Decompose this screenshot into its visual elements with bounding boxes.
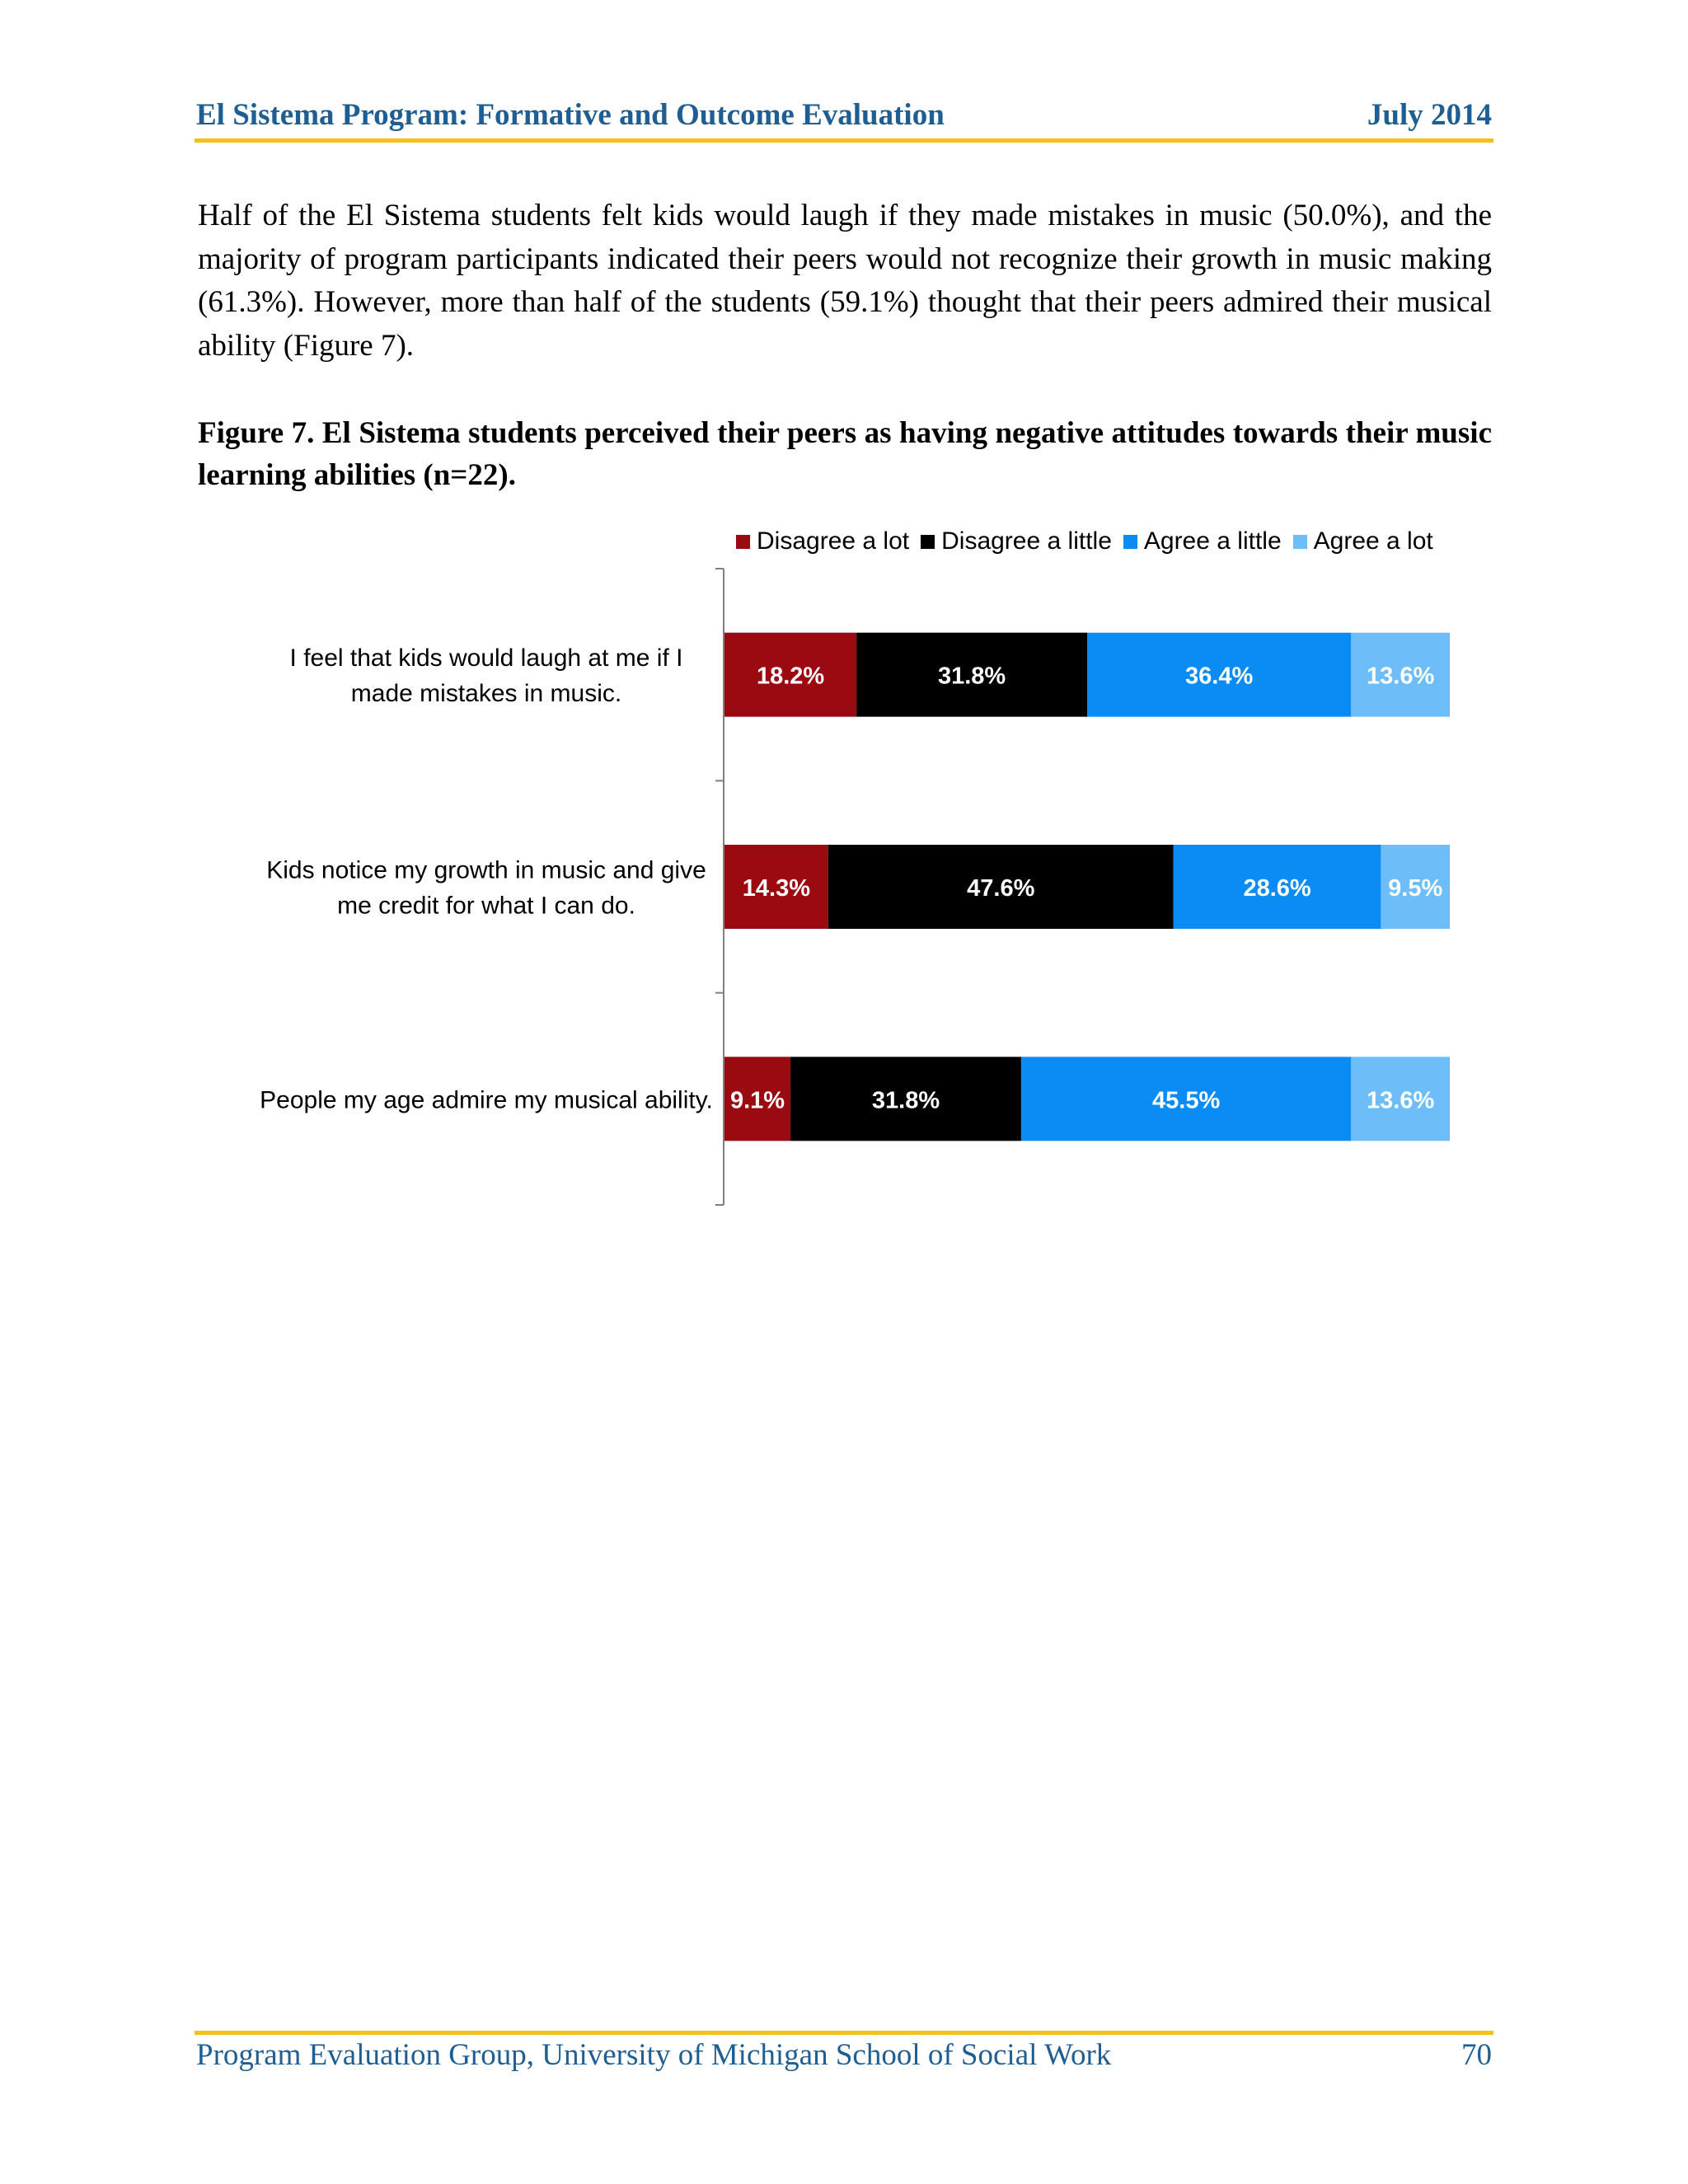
data-label: 9.1% xyxy=(729,1087,785,1114)
figure-caption: Figure 7. El Sistema students perceived their peers as having negative attitudes towards their music learning abilities (n=22). xyxy=(198,416,1492,492)
category-label-line: made mistakes in music. xyxy=(350,680,622,708)
legend-label: Agree a little xyxy=(1143,527,1282,555)
category-label xyxy=(260,1086,713,1113)
data-label: 9.5% xyxy=(1388,875,1443,902)
data-label: 18.2% xyxy=(756,663,825,690)
page-footer xyxy=(196,2037,1492,2073)
page-number: 70 xyxy=(1461,2038,1492,2072)
data-label: 13.6% xyxy=(1367,663,1435,690)
report-date: July 2014 xyxy=(1367,98,1492,132)
footer-organization: Program Evaluation Group, University of Michigan School of Social Work xyxy=(196,2038,1112,2072)
legend-label: Disagree a lot xyxy=(757,527,910,555)
legend-label: Agree a lot xyxy=(1313,527,1433,555)
data-label: 45.5% xyxy=(1152,1087,1221,1114)
report-title: El Sistema Program: Formative and Outcome Evaluation xyxy=(196,98,945,132)
data-label: 31.8% xyxy=(871,1087,940,1114)
category-label-line: Kids notice my growth in music and give xyxy=(266,856,706,884)
category-label-line: People my age admire my musical ability. xyxy=(260,1086,713,1114)
legend-label: Disagree a little xyxy=(941,527,1112,555)
category-label xyxy=(266,857,706,920)
category-label xyxy=(290,644,683,707)
data-label: 36.4% xyxy=(1185,663,1254,690)
footer-divider xyxy=(195,2031,1493,2035)
data-label: 28.6% xyxy=(1243,875,1311,902)
data-label: 13.6% xyxy=(1367,1087,1435,1114)
category-label-line: I feel that kids would laugh at me if I xyxy=(289,644,683,673)
data-label: 31.8% xyxy=(937,663,1006,690)
body-paragraph: Half of the El Sistema students felt kids would laugh if they made mistakes in music (50.0%), and the majority of program participants indicated their peers would not recognize their growth in music making (61.3%). However, more than half of the students (59.1%) thought that their peers admired their musical ability (Figure 7). xyxy=(198,199,1492,363)
data-label: 47.6% xyxy=(967,875,1035,902)
category-label-line: me credit for what I can do. xyxy=(337,892,635,920)
data-label: 14.3% xyxy=(742,875,811,902)
